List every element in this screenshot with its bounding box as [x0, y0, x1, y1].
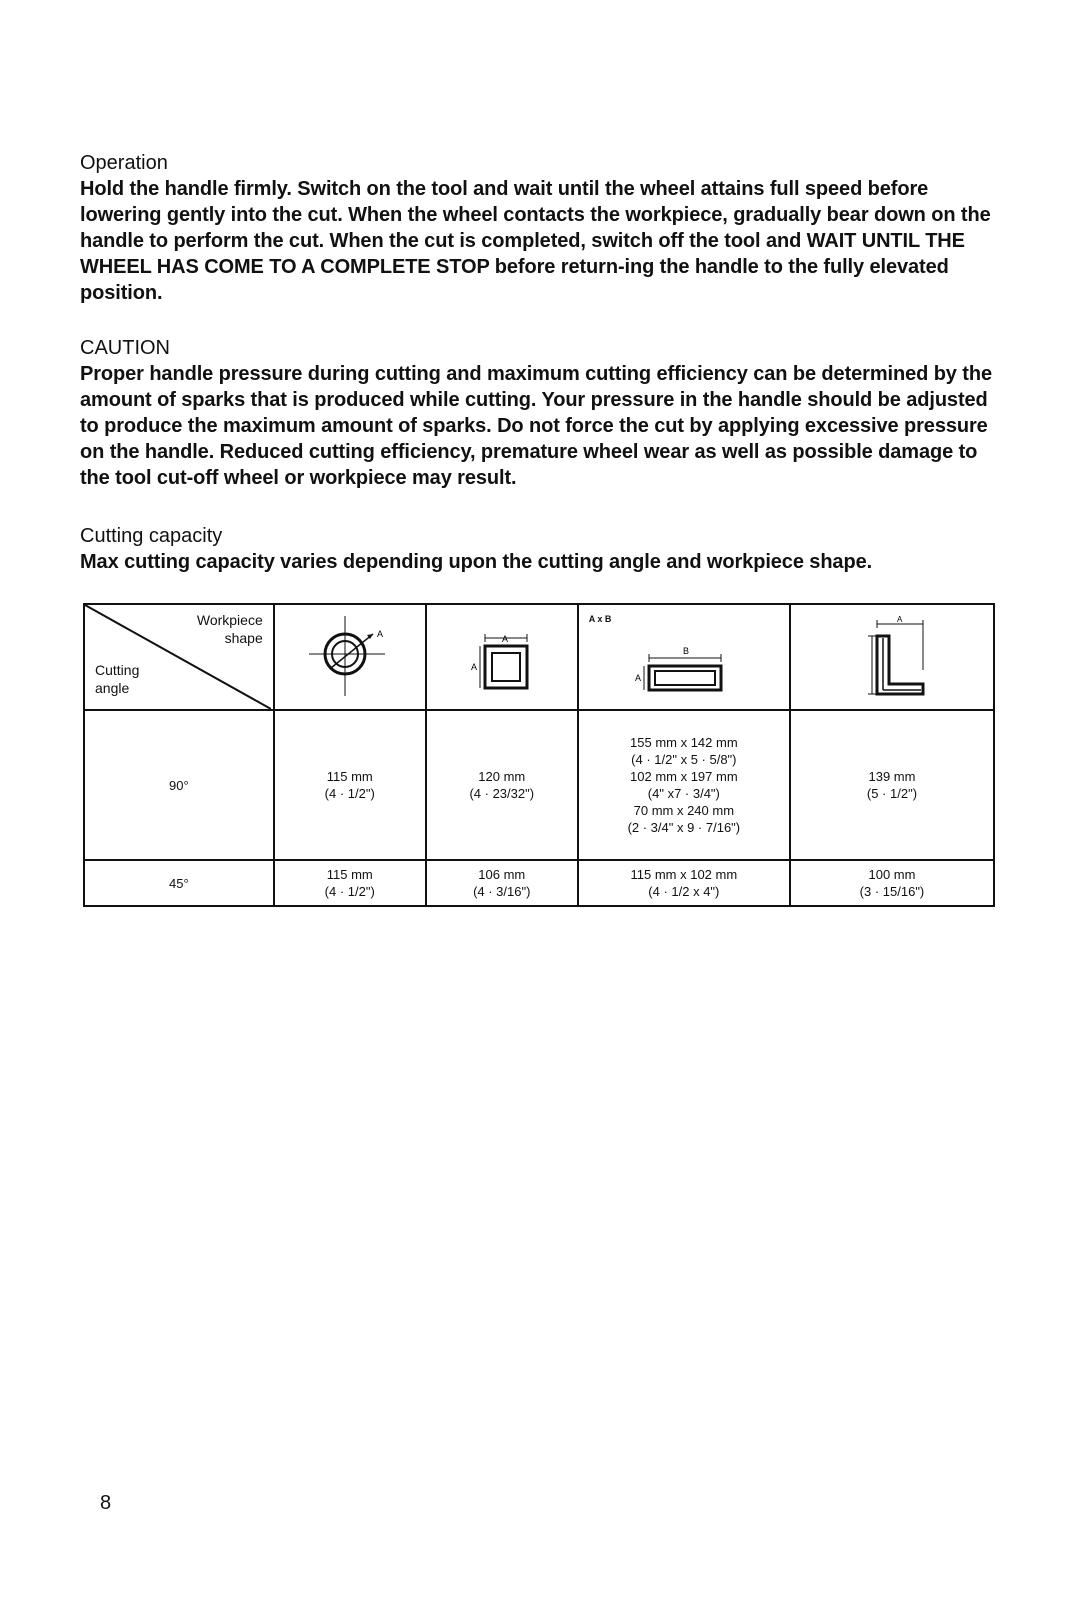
table-corner-cell — [84, 604, 274, 710]
table-row — [84, 710, 994, 860]
page-number: 8 — [100, 1492, 112, 1514]
caution-heading: CAUTION — [80, 337, 170, 359]
capacity-cell: 115 mm x 102 mm (4 · 1/2 x 4") — [578, 860, 790, 906]
shape-square-tube — [426, 604, 578, 710]
svg-text:A: A — [470, 662, 477, 672]
svg-text:A: A — [376, 629, 383, 639]
capacity-cell: 115 mm (4 · 1/2") — [274, 710, 426, 860]
table-row — [84, 860, 994, 906]
angle-cell: 90° — [84, 710, 274, 860]
svg-text:A: A — [896, 615, 903, 624]
capacity-cell: 139 mm (5 · 1/2") — [790, 710, 994, 860]
square-tube-icon — [447, 610, 557, 700]
operation-text: Hold the handle firmly. Switch on the tool and wait until the wheel attains full speed before lowering gently into the cut. When the wheel contacts the workpiece, gradually bear down on the handle to perform the cut. When the cut is completed, switch off the tool and WAIT UNTIL THE WHEEL HAS COME TO A COMPLETE STOP before return-ing the handle to the fully elevated position. — [80, 178, 991, 304]
caution-text: Proper handle pressure during cutting and maximum cutting efficiency can be determined by the amount of sparks that is produced while cutting. Your pressure in the handle should be adjusted to produce the maximum amount of sparks. Do not force the cut by applying excessive pressure on the handle. Reduced cutting efficiency, premature wheel wear as well as possible damage to the tool cut-off wheel or workpiece may result. — [80, 363, 992, 489]
svg-text:A: A — [501, 634, 508, 644]
svg-text:A: A — [634, 673, 641, 683]
cutting-capacity-table — [83, 603, 995, 907]
cutting-capacity-heading: Cutting capacity — [80, 525, 223, 547]
workpiece-shape-label: Workpiece shape — [196, 612, 263, 646]
cutting-capacity-section — [80, 523, 1000, 575]
round-pipe-icon — [295, 610, 405, 700]
cutting-capacity-text: Max cutting capacity varies depending upon the cutting angle and workpiece shape. — [80, 551, 873, 573]
axb-label: A x B — [588, 614, 612, 624]
capacity-cell: 120 mm (4 · 23/32") — [426, 710, 578, 860]
angle-iron-icon — [837, 610, 947, 700]
rectangular-tube-icon — [609, 610, 759, 700]
capacity-cell: 106 mm (4 · 3/16") — [426, 860, 578, 906]
angle-cell: 45° — [84, 860, 274, 906]
capacity-cell: 115 mm (4 · 1/2") — [274, 860, 426, 906]
operation-section — [80, 150, 1000, 306]
capacity-cell: 155 mm x 142 mm (4 · 1/2" x 5 · 5/8") 102 mm x 197 mm (4" x7 · 3/4") 70 mm x 240 mm (2 · 3/4" x 9 · 7/16") — [578, 710, 790, 860]
shape-angle-iron — [790, 604, 994, 710]
caution-section — [80, 335, 1000, 491]
shape-rectangular-tube — [578, 604, 790, 710]
operation-heading: Operation — [80, 152, 168, 174]
capacity-cell: 100 mm (3 · 15/16") — [790, 860, 994, 906]
table-header-row — [84, 604, 994, 710]
svg-text:B: B — [682, 646, 689, 656]
cutting-angle-label: Cutting angle — [95, 662, 140, 696]
shape-round-pipe — [274, 604, 426, 710]
